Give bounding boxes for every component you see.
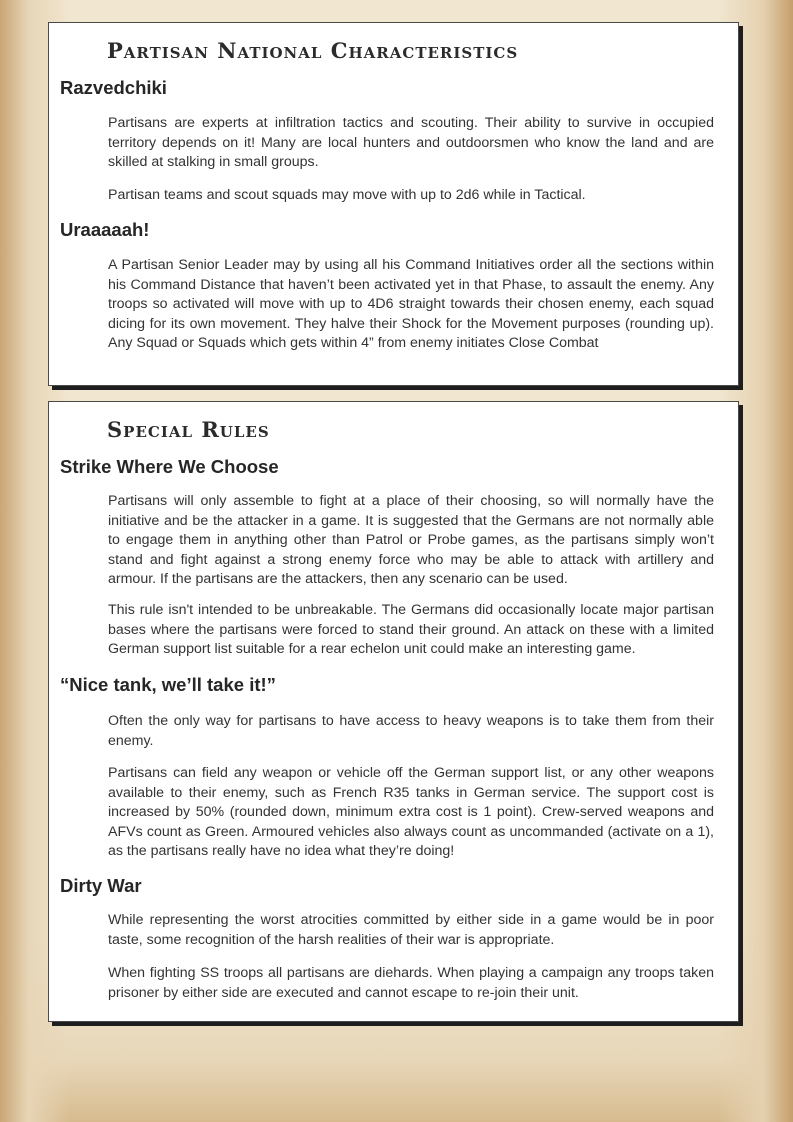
dirty-war-heading: Dirty War	[60, 875, 142, 896]
strike-paragraph-2: This rule isn't intended to be unbreakable. The Germans did occasionally locate major partisan bases where the partisans were forced to stand their ground. An attack on these with a limited German support list suitable for a rear echelon unit could make an interesting game.	[108, 602, 714, 657]
razvedchiki-paragraph-1: Partisans are experts at infiltration tactics and scouting. Their ability to survive in occupied territory depends on it! Many are local hunters and outdoorsmen who know the land and are skilled at stalking in small groups.	[108, 115, 714, 170]
dirty-war-paragraph-1: While representing the worst atrocities committed by either side in a game would be in poor taste, some recognition of the harsh realities of their war is appropriate.	[108, 912, 714, 948]
nice-tank-heading: “Nice tank, we’ll take it!”	[60, 674, 276, 695]
strike-heading: Strike Where We Choose	[60, 456, 279, 477]
nice-tank-paragraph-1: Often the only way for partisans to have access to heavy weapons is to take them from their enemy.	[108, 713, 714, 749]
characteristics-title: Partisan National Characteristics	[107, 38, 519, 63]
strike-paragraph-1: Partisans will only assemble to fight at a place of their choosing, so will normally have the initiative and be the attacker in a game. It is suggested that the Germans are not normally able to engage them in anything other than Patrol or Probe games, as the partisans simply won’t stand and fight against a strong enemy force who may be able to attack with artillery and armour. If the partisans are the attackers, then any scenario can be used.	[108, 493, 714, 587]
nice-tank-paragraph-2: Partisans can field any weapon or vehicle off the German support list, or any other weapons available to their enemy, such as French R35 tanks in German service. The support cost is increased by 50% (rounded down, minimum extra cost is 1 point). Crew-served weapons and AFVs count as Green. Armoured vehicles also always count as uncommanded (activate on a 1), as the partisans really have no idea what they’re doing!	[108, 765, 714, 859]
uraaaaah-heading: Uraaaaah!	[60, 219, 150, 240]
special-rules-panel	[48, 401, 739, 1022]
razvedchiki-heading: Razvedchiki	[60, 77, 167, 98]
special-rules-title: Special Rules	[107, 417, 270, 442]
uraaaaah-paragraph-1: A Partisan Senior Leader may by using all his Command Initiatives order all the sections within his Command Distance that haven’t been activated yet in that Phase, to assault the enemy. Any troops so activated will move with up to 4D6 straight towards their chosen enemy, each squad dicing for its own movement. They halve their Shock for the Movement purposes (rounding up). Any Squad or Squads which gets within 4” from enemy initiates Close Combat	[108, 257, 714, 351]
razvedchiki-paragraph-2: Partisan teams and scout squads may move with up to 2d6 while in Tactical.	[108, 187, 586, 203]
characteristics-panel	[48, 22, 739, 386]
dirty-war-paragraph-2: When fighting SS troops all partisans are diehards. When playing a campaign any troops taken prisoner by either side are executed and cannot escape to re-join their unit.	[108, 965, 714, 1001]
